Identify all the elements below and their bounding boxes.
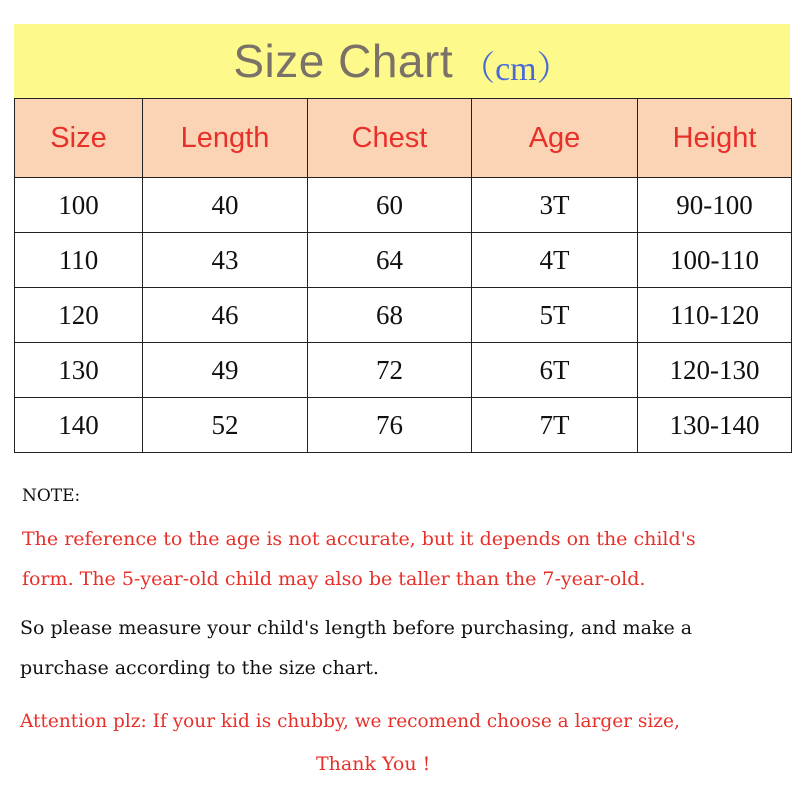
cell-chest: 60 — [308, 178, 472, 233]
cell-length: 40 — [143, 178, 308, 233]
note-black-line-2: purchase according to the size chart. — [20, 657, 379, 679]
cell-size: 110 — [15, 233, 143, 288]
note-attention: Attention plz: If your kid is chubby, we recomend choose a larger size, — [20, 711, 680, 732]
cell-length: 46 — [143, 288, 308, 343]
cell-chest: 68 — [308, 288, 472, 343]
cell-height: 120-130 — [638, 343, 792, 398]
note-red-line-2: form. The 5-year-old child may also be taller than the 7-year-old. — [22, 568, 646, 590]
cell-size: 140 — [15, 398, 143, 453]
title-bar — [14, 24, 790, 98]
header-age: Age — [472, 99, 638, 178]
cell-size: 120 — [15, 288, 143, 343]
note-black-line-1: So please measure your child's length before purchasing, and make a — [20, 617, 693, 639]
header-height: Height — [638, 99, 792, 178]
cell-height: 110-120 — [638, 288, 792, 343]
cell-age: 5T — [472, 288, 638, 343]
cell-age: 3T — [472, 178, 638, 233]
cell-chest: 76 — [308, 398, 472, 453]
cell-length: 49 — [143, 343, 308, 398]
header-size: Size — [15, 99, 143, 178]
cell-chest: 72 — [308, 343, 472, 398]
cell-length: 52 — [143, 398, 308, 453]
table-header-row — [15, 99, 792, 178]
cell-age: 6T — [472, 343, 638, 398]
note-heading: NOTE: — [22, 486, 81, 506]
cell-age: 4T — [472, 233, 638, 288]
cell-length: 43 — [143, 233, 308, 288]
table-row — [15, 178, 792, 233]
cell-chest: 64 — [308, 233, 472, 288]
cell-height: 100-110 — [638, 233, 792, 288]
cell-age: 7T — [472, 398, 638, 453]
size-table — [14, 98, 792, 453]
note-red-line-1: The reference to the age is not accurate, but it depends on the child's — [22, 528, 696, 550]
header-chest: Chest — [308, 99, 472, 178]
table-row — [15, 343, 792, 398]
table-row — [15, 288, 792, 343]
title-unit: （cm） — [461, 50, 571, 88]
note-thanks: Thank You ! — [316, 753, 431, 775]
cell-height: 90-100 — [638, 178, 792, 233]
table-row — [15, 398, 792, 453]
cell-height: 130-140 — [638, 398, 792, 453]
cell-size: 130 — [15, 343, 143, 398]
page-title: Size Chart — [233, 35, 454, 87]
cell-size: 100 — [15, 178, 143, 233]
header-length: Length — [143, 99, 308, 178]
table-row — [15, 233, 792, 288]
